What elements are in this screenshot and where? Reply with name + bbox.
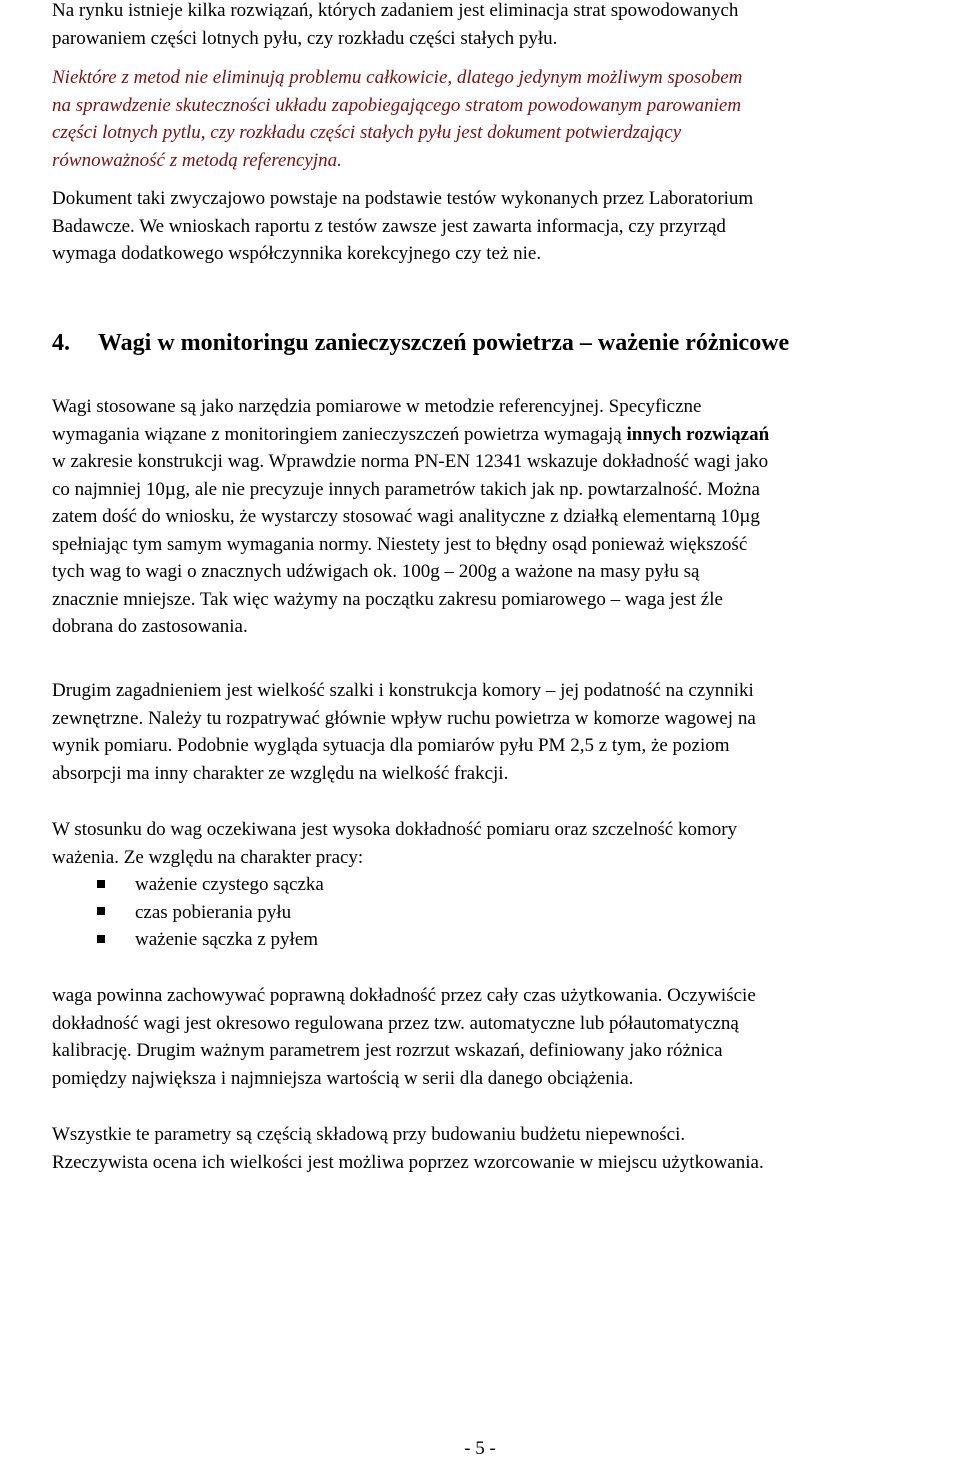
text-line: Rzeczywista ocena ich wielkości jest możliwa poprzez wzorcowanie w miejscu użytkowania. [52,1151,764,1173]
bold-phrase: innych rozwiązań [626,423,770,445]
intro-paragraph [52,0,952,52]
page-number: - 5 - [464,1438,496,1459]
calibration-paragraph [52,982,952,1092]
text-line: co najmniej 10µg, ale nie precyzuje innych parametrów takich jak np. powtarzalność. Można [52,478,760,500]
square-bullet-icon [97,907,105,915]
scales-paragraph [52,393,952,641]
list-item-text: czas pobierania pyłu [135,901,292,923]
text-line: ważenia. Ze względu na charakter pracy: [52,846,364,868]
text-line: znacznie mniejsze. Tak więc ważymy na początku zakresu pomiarowego – waga jest źle [52,588,723,610]
square-bullet-icon [97,880,105,888]
section-title: Wagi w monitoringu zanieczyszczeń powietrza – ważenie różnicowe [98,330,790,356]
text-line: Niektóre z metod nie eliminują problemu całkowicie, dlatego jedynym możliwym sposobem [52,67,743,88]
italic-note-paragraph [52,64,952,174]
text-line: na sprawdzenie skuteczności układu zapobiegającego stratom powodowanym parowaniem [52,94,742,116]
text-line: absorpcji ma inny charakter ze względu na wielkość frakcji. [52,762,509,784]
list-item [52,926,952,954]
text-line: parowaniem części lotnych pyłu, czy rozkładu części stałych pyłu. [52,27,558,49]
list-item [52,871,952,899]
uncertainty-paragraph [52,1121,952,1176]
work-steps-list [52,871,952,954]
list-item [52,899,952,927]
text-line: waga powinna zachowywać poprawną dokładność przez cały czas użytkowania. Oczywiście [52,985,756,1006]
text-line: Dokument taki zwyczajowo powstaje na podstawie testów wykonanych przez Laboratorium [52,188,754,209]
accuracy-paragraph [52,816,952,871]
text-line: Na rynku istnieje kilka rozwiązań, których zadaniem jest eliminacja strat spowodowanych [52,0,739,21]
text-line: Wagi stosowane są jako narzędzia pomiarowe w metodzie referencyjnej. Specyficzne [52,396,702,417]
text-line: tych wag to wagi o znacznych udźwigach ok. 100g – 200g a ważone na masy pyłu są [52,561,700,582]
text-line: W stosunku do wag oczekiwana jest wysoka dokładność pomiaru oraz szczelność komory [52,819,738,840]
list-item-text: ważenie sączka z pyłem [135,929,319,950]
text-line: Wszystkie te parametry są częścią składową przy budowaniu budżetu niepewności. [52,1124,686,1145]
section-heading [52,328,952,358]
square-bullet-icon [97,935,105,943]
text-line: równoważność z metodą referencyjna. [52,149,342,171]
text-line: pomiędzy największa i najmniejsza wartością w serii dla danego obciążenia. [52,1067,634,1089]
text-line: części lotnych pytlu, czy rozkładu części stałych pyłu jest dokument potwierdzający [52,122,682,143]
chamber-paragraph [52,677,952,787]
text-line: spełniając tym samym wymagania normy. Niestety jest to błędny osąd ponieważ większość [52,533,748,555]
text-line: wynik pomiaru. Podobnie wygląda sytuacja dla pomiarów pyłu PM 2,5 z tym, że poziom [52,735,730,756]
lab-paragraph [52,185,952,268]
text-line: Badawcze. We wnioskach raportu z testów zawsze jest zawarta informacja, czy przyrząd [52,215,726,237]
text-line: w zakresie konstrukcji wag. Wprawdzie norma PN-EN 12341 wskazuje dokładność wagi jako [52,451,769,472]
text-line: dokładność wagi jest okresowo regulowana przez tzw. automatyczne lub półautomatyczną [52,1012,739,1034]
text-line: dobrana do zastosowania. [52,616,248,637]
list-item-text: ważenie czystego sączka [135,874,324,895]
text-segment: wymagania wiązane z monitoringiem zanieczyszczeń powietrza wymagają [52,423,627,445]
text-line: zewnętrzne. Należy tu rozpatrywać głównie wpływ ruchu powietrza w komorze wagowej na [52,707,756,729]
section-number: 4. [52,330,70,356]
text-line: zatem dość do wniosku, że wystarczy stosować wagi analityczne z działką elementarną 10µg [52,506,760,527]
text-line: wymaga dodatkowego współczynnika korekcyjnego czy też nie. [52,243,542,264]
text-line: Drugim zagadnieniem jest wielkość szalki i konstrukcja komory – jej podatność na czynniki [52,680,754,701]
text-line: kalibrację. Drugim ważnym parametrem jest rozrzut wskazań, definiowany jako różnica [52,1040,723,1061]
text-line [52,421,952,449]
